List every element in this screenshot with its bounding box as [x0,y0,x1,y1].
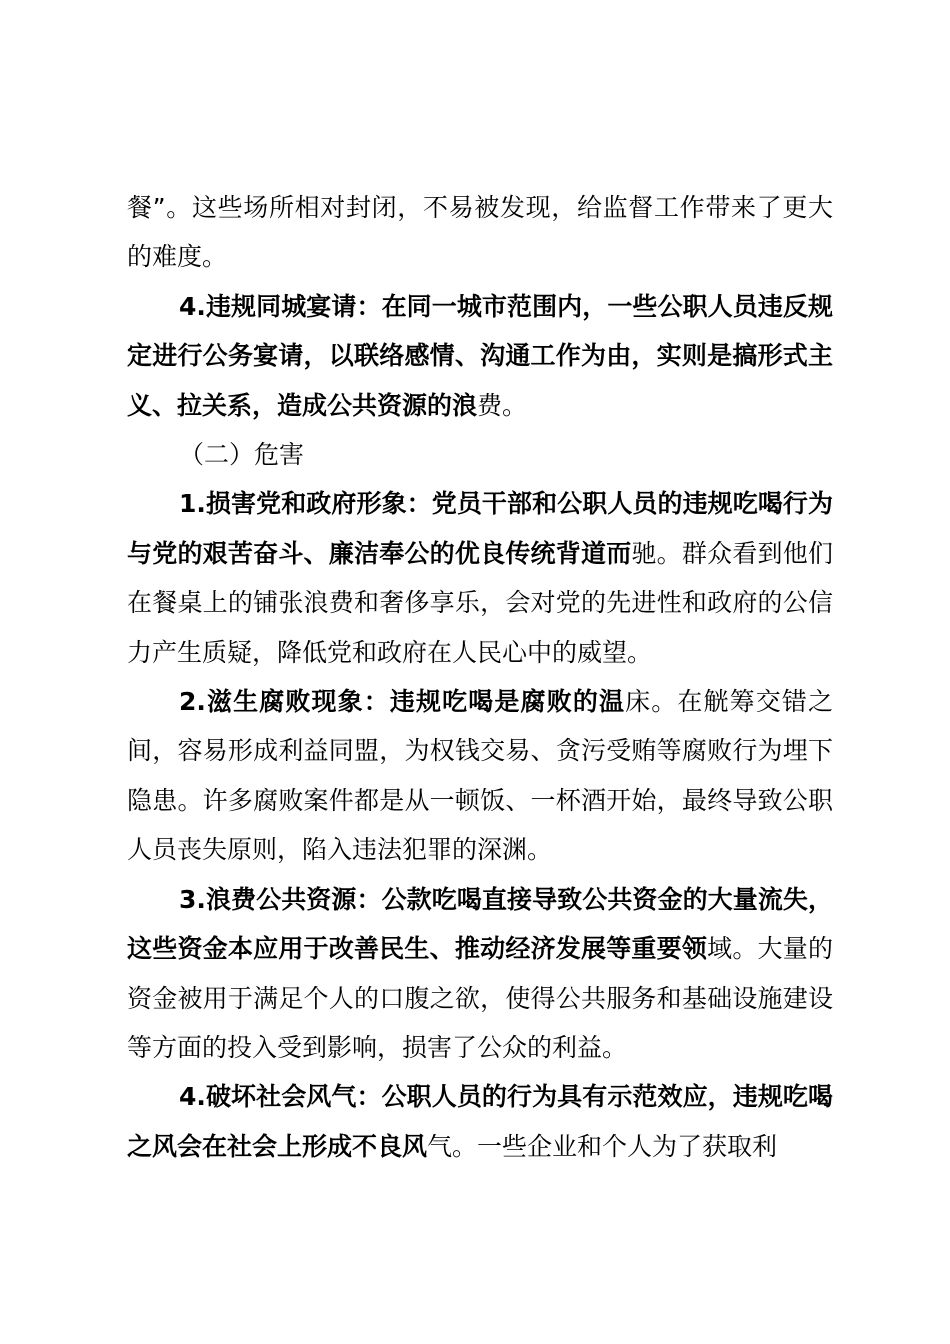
document-body [127,183,833,1171]
paragraph-text: 域。大量的资金被用于满足个人的口腹之欲，使得公共服务和基础设施建设等方面的投入受到影响，损害了公众的利益。 [127,934,833,1062]
paragraph-text: 驰。群众看到他们在餐桌上的铺张浪费和奢侈享乐，会对党的先进性和政府的公信力产生质疑，降低党和政府在人民心中的威望。 [127,538,833,667]
paragraph-harm-4 [127,1072,833,1171]
paragraph-bold-text: 4.破坏社会风气：公职人员的行为具有示范效应，违规吃喝之风会在社会上形成不良风 [127,1082,833,1161]
paragraph-harm-2 [127,677,833,875]
paragraph-text: 费。 [477,390,528,420]
paragraph-text: 餐”。这些场所相对封闭，不易被发现，给监督工作带来了更大的难度。 [127,193,833,272]
paragraph-text: 床。在觥筹交错之间，容易形成利益同盟，为权钱交易、贪污受贿等腐败行为埋下隐患。许多腐败案件都是从一顿饭、一杯酒开始，最终导致公职人员丧失原则，陷入违法犯罪的深渊。 [127,687,833,865]
paragraph-continuation [127,183,833,282]
paragraph-harm-1 [127,479,833,677]
paragraph-harm-3 [127,875,833,1073]
section-heading-text: （二）危害 [179,440,305,470]
paragraph-item-4-banquet [127,282,833,430]
paragraph-text: 气。一些企业和个人为了获取利 [427,1131,778,1161]
paragraph-bold-text: 1.损害党和政府形象：党员干部和公职人员的违规吃喝行为与党的艰苦奋斗、廉洁奉公的优良传统背道而 [127,489,833,568]
section-heading-harm [127,430,833,479]
paragraph-bold-text: 2.滋生腐败现象：违规吃喝是腐败的温 [179,687,626,717]
paragraph-bold-text: 3.浪费公共资源：公款吃喝直接导致公共资金的大量流失，这些资金本应用于改善民生、推动经济发展等重要领 [127,884,833,964]
paragraph-bold-text: 4.违规同城宴请：在同一城市范围内，一些公职人员违反规定进行公务宴请，以联络感情、沟通工作为由，实则是搞形式主义、拉关系，造成公共资源的浪 [127,291,833,420]
